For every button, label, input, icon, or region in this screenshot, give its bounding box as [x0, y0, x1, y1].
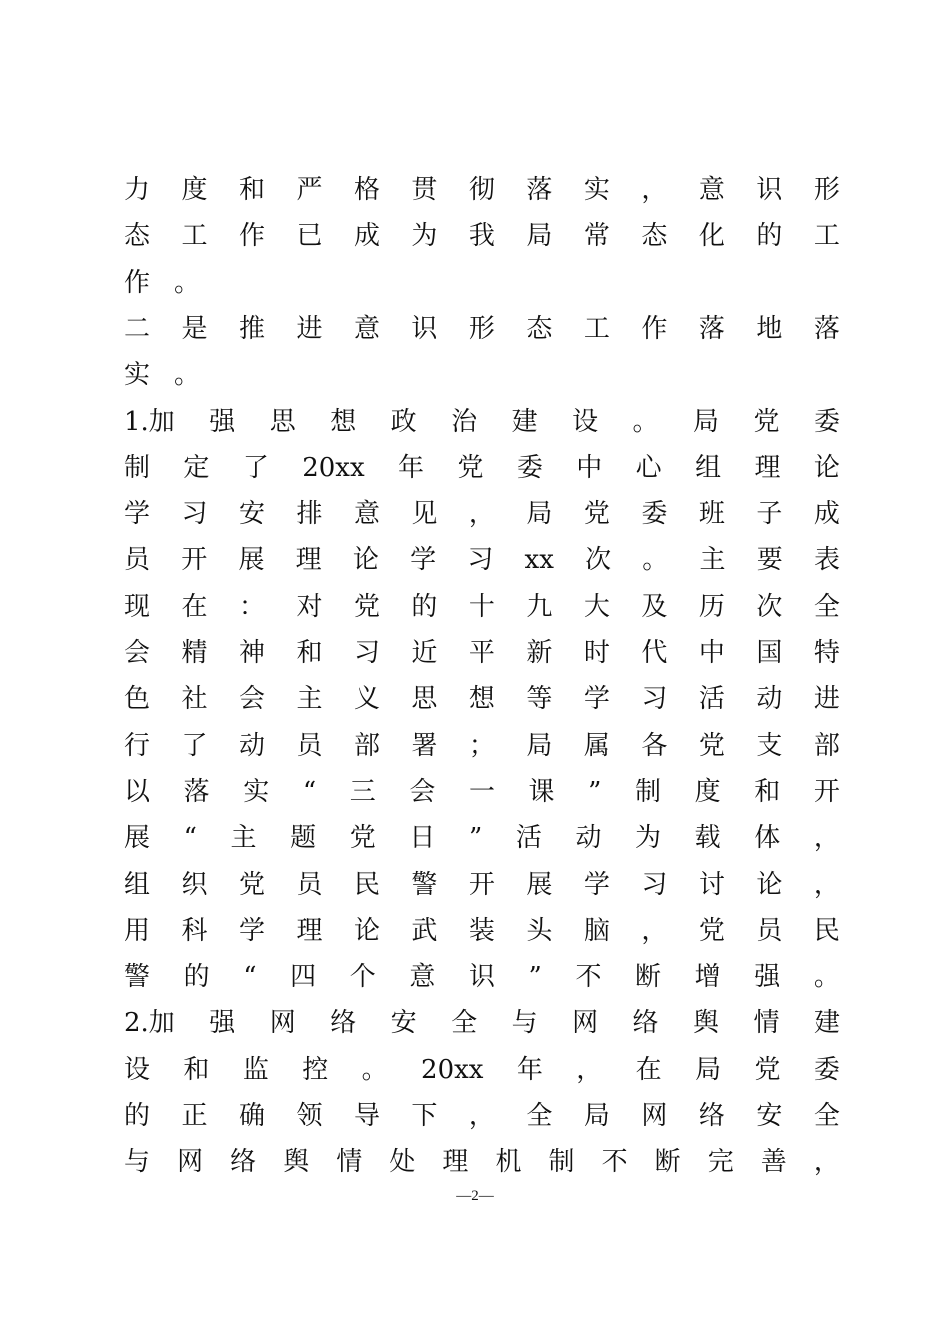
text-segment: 警 [411, 869, 438, 900]
text-segment: 。 [632, 406, 659, 437]
text-segment: 意 [353, 313, 380, 344]
text-segment: 格 [353, 175, 380, 205]
text-segment: 断 [635, 962, 662, 993]
text-segment: 态 [124, 221, 151, 252]
text-segment: ， [813, 823, 840, 854]
text-segment: 织 [181, 869, 208, 900]
text-segment: 警 [124, 962, 151, 993]
text-segment: 工 [181, 221, 208, 252]
text-line [124, 1050, 840, 1090]
text-segment: 化 [698, 221, 725, 252]
text-segment: 学 [410, 545, 437, 576]
text-segment: 20xx [421, 1054, 484, 1085]
text-segment: 论 [813, 452, 840, 483]
text-segment: 党 [353, 591, 380, 622]
text-line [124, 957, 840, 997]
text-segment: 十 [468, 591, 495, 622]
text-segment: 精 [181, 638, 208, 668]
text-segment: 情 [336, 1147, 363, 1178]
text-segment: 和 [183, 1054, 210, 1085]
text-segment: 络 [632, 1008, 659, 1039]
text-segment: 用 [124, 915, 151, 946]
text-segment: 部 [813, 730, 840, 761]
text-segment: 确 [238, 1101, 265, 1131]
text-segment: ： [238, 591, 265, 622]
text-segment: 年 [516, 1054, 543, 1085]
text-segment: 处 [389, 1147, 416, 1178]
text-segment: 时 [583, 638, 610, 668]
text-segment: 局 [526, 221, 553, 252]
text-segment: 义 [353, 684, 380, 715]
text-segment: 实 [583, 175, 610, 205]
text-segment: 全 [451, 1008, 478, 1039]
text-segment: 领 [296, 1101, 323, 1131]
text-segment: 的 [183, 962, 210, 993]
text-segment: 神 [238, 638, 265, 668]
text-segment: 展 [238, 545, 265, 576]
text-segment: 动 [756, 684, 783, 715]
text-segment: 安 [756, 1101, 783, 1131]
text-segment: ， [813, 1147, 840, 1178]
text-segment: 新 [526, 638, 553, 668]
text-segment: 党 [753, 406, 780, 437]
text-segment: 委 [813, 406, 840, 437]
text-segment: 推 [238, 313, 265, 344]
text-line [124, 726, 840, 766]
text-segment: 委 [813, 1054, 840, 1085]
text-segment: ， [813, 869, 840, 900]
text-line [124, 679, 840, 719]
text-segment: 态 [641, 221, 668, 252]
text-segment: 治 [451, 406, 478, 437]
text-segment: 意 [698, 175, 725, 205]
text-segment: 二 [124, 313, 151, 344]
text-segment: 四 [290, 962, 317, 993]
text-segment: 表 [813, 545, 840, 576]
text-segment: 心 [635, 452, 662, 483]
text-segment: 工 [583, 313, 610, 344]
text-segment: 中 [698, 638, 725, 668]
text-segment: 落 [813, 313, 840, 344]
text-segment: 理 [296, 915, 323, 946]
text-segment: 主 [296, 684, 323, 715]
text-segment: 机 [495, 1147, 522, 1178]
text-segment: ” [588, 776, 602, 807]
text-segment: 现 [124, 591, 151, 622]
text-segment: 局 [526, 499, 553, 530]
text-segment: 大 [583, 591, 610, 622]
text-segment: 想 [330, 406, 357, 437]
text-segment: 民 [353, 869, 380, 900]
text-segment: 习 [467, 545, 494, 576]
text-segment: 展 [124, 823, 151, 854]
text-segment: 为 [635, 823, 662, 854]
text-segment: 部 [353, 730, 380, 761]
text-segment: 和 [754, 776, 781, 807]
text-segment: 次 [756, 591, 783, 622]
text-segment: 特 [813, 638, 840, 668]
text-segment: 作 [238, 221, 265, 252]
text-segment: 地 [756, 313, 783, 344]
text-segment: 习 [641, 684, 668, 715]
text-segment: 的 [411, 591, 438, 622]
text-segment: 民 [813, 915, 840, 946]
text-segment: 舆 [283, 1147, 310, 1178]
text-segment: 落 [526, 175, 553, 205]
text-segment: 在 [181, 591, 208, 622]
text-segment: 意 [409, 962, 436, 993]
text-segment: 制 [635, 776, 662, 807]
text-segment: 党 [698, 730, 725, 761]
text-segment: 。 [174, 360, 201, 391]
text-segment: 党 [698, 915, 725, 946]
text-segment: 与 [511, 1008, 538, 1039]
text-segment: 想 [468, 684, 495, 715]
text-segment: 见 [411, 499, 438, 530]
text-segment: 行 [124, 730, 151, 761]
text-segment: 九 [526, 591, 553, 622]
text-segment: 平 [468, 638, 495, 668]
text-segment: 控 [302, 1054, 329, 1085]
text-segment: 强 [209, 1008, 236, 1039]
text-segment: 了 [181, 730, 208, 761]
text-segment: 工 [813, 221, 840, 252]
text-segment: 局 [695, 1054, 722, 1085]
text-segment: 近 [411, 638, 438, 668]
text-segment: 贯 [411, 175, 438, 205]
text-segment: “ [243, 962, 257, 993]
text-segment: 安 [390, 1008, 417, 1039]
text-segment: 建 [813, 1008, 840, 1039]
text-segment: 我 [468, 221, 495, 252]
text-segment: 色 [124, 684, 151, 715]
text-segment: 善 [760, 1147, 787, 1178]
text-segment: xx [524, 545, 554, 576]
text-segment: 下 [411, 1101, 438, 1131]
text-segment: 情 [753, 1008, 780, 1039]
text-segment: 历 [698, 591, 725, 622]
text-segment: 网 [269, 1008, 296, 1039]
text-segment: 习 [181, 499, 208, 530]
text-segment: 形 [813, 175, 840, 205]
text-segment: 各 [641, 730, 668, 761]
text-segment: 论 [756, 869, 783, 900]
text-segment: 动 [575, 823, 602, 854]
text-line [124, 772, 840, 812]
text-segment: ， [468, 499, 495, 530]
text-segment: 。 [361, 1054, 388, 1085]
text-segment: 开 [813, 776, 840, 807]
text-line [124, 494, 840, 534]
text-segment: 会 [124, 638, 151, 668]
text-segment: 定 [183, 452, 210, 483]
text-segment: 日 [409, 823, 436, 854]
text-segment: 进 [296, 313, 323, 344]
text-segment: 理 [295, 545, 322, 576]
text-line [124, 1003, 840, 1043]
text-segment: 活 [698, 684, 725, 715]
text-segment: 子 [756, 499, 783, 530]
text-segment: 全 [526, 1101, 553, 1131]
text-segment: 次 [585, 545, 612, 576]
text-segment: 严 [296, 175, 323, 205]
text-segment: ； [468, 730, 495, 761]
text-segment: 思 [269, 406, 296, 437]
text-segment: 和 [238, 175, 265, 205]
text-segment: 学 [238, 915, 265, 946]
text-segment: ” [528, 962, 542, 993]
text-segment: 载 [694, 823, 721, 854]
text-segment: 成 [353, 221, 380, 252]
text-segment: 识 [468, 962, 495, 993]
text-segment: ， [468, 1101, 495, 1131]
text-segment: 讨 [698, 869, 725, 900]
text-segment: 意 [353, 499, 380, 530]
text-segment: 党 [583, 499, 610, 530]
text-segment: 体 [754, 823, 781, 854]
text-segment: 断 [654, 1147, 681, 1178]
text-segment: 常 [583, 221, 610, 252]
text-line [124, 448, 840, 488]
text-segment: 排 [296, 499, 323, 530]
text-segment: 员 [124, 545, 151, 576]
text-segment: 强 [754, 962, 781, 993]
text-segment: 政 [390, 406, 417, 437]
text-segment: 思 [411, 684, 438, 715]
text-segment: 全 [813, 1101, 840, 1131]
text-segment: 强 [209, 406, 236, 437]
text-segment: 进 [813, 684, 840, 715]
text-segment: 及 [641, 591, 668, 622]
text-segment: 2.加 [124, 1008, 175, 1039]
text-segment: 装 [468, 915, 495, 946]
text-line [124, 355, 840, 395]
text-segment: 国 [756, 638, 783, 668]
text-segment: 党 [238, 869, 265, 900]
text-line [124, 1096, 840, 1136]
text-segment: 党 [754, 1054, 781, 1085]
text-segment: 正 [181, 1101, 208, 1131]
text-segment: 的 [124, 1101, 151, 1131]
text-segment: 员 [756, 915, 783, 946]
text-segment: 识 [411, 313, 438, 344]
text-segment: 网 [177, 1147, 204, 1178]
text-segment: 安 [238, 499, 265, 530]
text-segment: 对 [296, 591, 323, 622]
text-segment: 完 [707, 1147, 734, 1178]
text-segment: 度 [694, 776, 721, 807]
text-segment: 不 [601, 1147, 628, 1178]
text-line [124, 818, 840, 858]
text-line [124, 170, 840, 210]
text-segment: 识 [756, 175, 783, 205]
text-segment: 了 [242, 452, 269, 483]
text-segment: “ [302, 776, 317, 807]
text-segment: 代 [641, 638, 668, 668]
text-segment: 题 [290, 823, 317, 854]
text-line [124, 309, 840, 349]
text-segment: 导 [353, 1101, 380, 1131]
text-segment: 落 [183, 776, 210, 807]
text-segment: 习 [353, 638, 380, 668]
text-segment: 局 [526, 730, 553, 761]
text-segment: 态 [526, 313, 553, 344]
text-segment: 舆 [693, 1008, 720, 1039]
text-segment: 个 [349, 962, 376, 993]
text-segment: 在 [635, 1054, 662, 1085]
text-line [124, 402, 840, 442]
text-segment: 。 [642, 545, 669, 576]
text-segment: 会 [409, 776, 436, 807]
text-segment: 彻 [468, 175, 495, 205]
text-segment: 三 [349, 776, 376, 807]
text-segment: 课 [528, 776, 555, 807]
text-segment: 制 [548, 1147, 575, 1178]
text-segment: 展 [526, 869, 553, 900]
text-line [124, 1142, 840, 1182]
text-segment: 动 [238, 730, 265, 761]
text-segment: 学 [583, 869, 610, 900]
text-segment: 度 [181, 175, 208, 205]
text-segment: 主 [230, 823, 257, 854]
text-segment: 论 [353, 915, 380, 946]
text-line [124, 587, 840, 627]
text-segment: 制 [124, 452, 151, 483]
text-segment: 设 [124, 1054, 151, 1085]
text-segment: 脑 [583, 915, 610, 946]
text-line [124, 540, 840, 580]
page-number: —2— [456, 1188, 494, 1204]
text-segment: 委 [641, 499, 668, 530]
text-segment: ” [468, 823, 483, 854]
text-segment: 科 [181, 915, 208, 946]
text-segment: 。 [174, 267, 201, 298]
text-segment: ， [641, 175, 668, 205]
text-segment: 与 [124, 1147, 151, 1178]
text-segment: 一 [468, 776, 495, 807]
text-segment: 全 [813, 591, 840, 622]
text-segment: 络 [330, 1008, 357, 1039]
text-segment: 络 [698, 1101, 725, 1131]
text-segment: 论 [352, 545, 379, 576]
text-line [124, 216, 840, 256]
text-segment: 中 [576, 452, 603, 483]
text-segment: 党 [457, 452, 484, 483]
text-segment: 武 [411, 915, 438, 946]
text-segment: 署 [411, 730, 438, 761]
text-segment: 作 [124, 267, 151, 298]
text-segment: 建 [511, 406, 538, 437]
text-segment: 支 [756, 730, 783, 761]
text-segment: 社 [181, 684, 208, 715]
text-line [124, 263, 840, 303]
text-segment: 成 [813, 499, 840, 530]
text-segment: 和 [296, 638, 323, 668]
text-segment: 网 [572, 1008, 599, 1039]
text-segment: 年 [398, 452, 425, 483]
text-segment: 1.加 [124, 406, 175, 437]
text-line [124, 865, 840, 905]
text-segment: 班 [698, 499, 725, 530]
text-segment: 是 [181, 313, 208, 344]
text-segment: 20xx [302, 452, 365, 483]
text-segment: 实 [124, 360, 151, 391]
text-segment: ， [576, 1054, 603, 1085]
text-segment: 要 [756, 545, 783, 576]
text-segment: 络 [230, 1147, 257, 1178]
text-segment: 开 [468, 869, 495, 900]
text-segment: 组 [695, 452, 722, 483]
text-segment: 实 [243, 776, 270, 807]
text-segment: 开 [181, 545, 208, 576]
text-segment: 监 [242, 1054, 269, 1085]
text-segment: 增 [694, 962, 721, 993]
text-segment: 员 [296, 869, 323, 900]
text-segment: 已 [296, 221, 323, 252]
text-segment: 习 [641, 869, 668, 900]
text-segment: 学 [124, 499, 151, 530]
text-segment: 以 [124, 776, 151, 807]
text-segment: “ [183, 823, 197, 854]
text-segment: 形 [468, 313, 495, 344]
text-segment: 头 [526, 915, 553, 946]
text-segment: 活 [515, 823, 542, 854]
text-segment: 落 [698, 313, 725, 344]
text-segment: 局 [693, 406, 720, 437]
text-segment: 委 [516, 452, 543, 483]
text-segment: 力 [124, 175, 151, 205]
text-segment: 的 [756, 221, 783, 252]
text-segment: 主 [699, 545, 726, 576]
text-segment: 不 [575, 962, 602, 993]
text-segment: 为 [411, 221, 438, 252]
text-segment: 网 [641, 1101, 668, 1131]
text-segment: 局 [583, 1101, 610, 1131]
text-segment: 组 [124, 869, 151, 900]
text-segment: 理 [442, 1147, 469, 1178]
text-segment: 属 [583, 730, 610, 761]
text-segment: 理 [754, 452, 781, 483]
text-segment: ， [641, 915, 668, 946]
text-segment: 学 [583, 684, 610, 715]
text-segment: 。 [813, 962, 840, 993]
text-line [124, 633, 840, 673]
text-segment: 员 [296, 730, 323, 761]
text-segment: 党 [349, 823, 376, 854]
text-segment: 作 [641, 313, 668, 344]
text-segment: 会 [238, 684, 265, 715]
text-segment: 等 [526, 684, 553, 715]
text-line [124, 911, 840, 951]
text-segment: 设 [572, 406, 599, 437]
